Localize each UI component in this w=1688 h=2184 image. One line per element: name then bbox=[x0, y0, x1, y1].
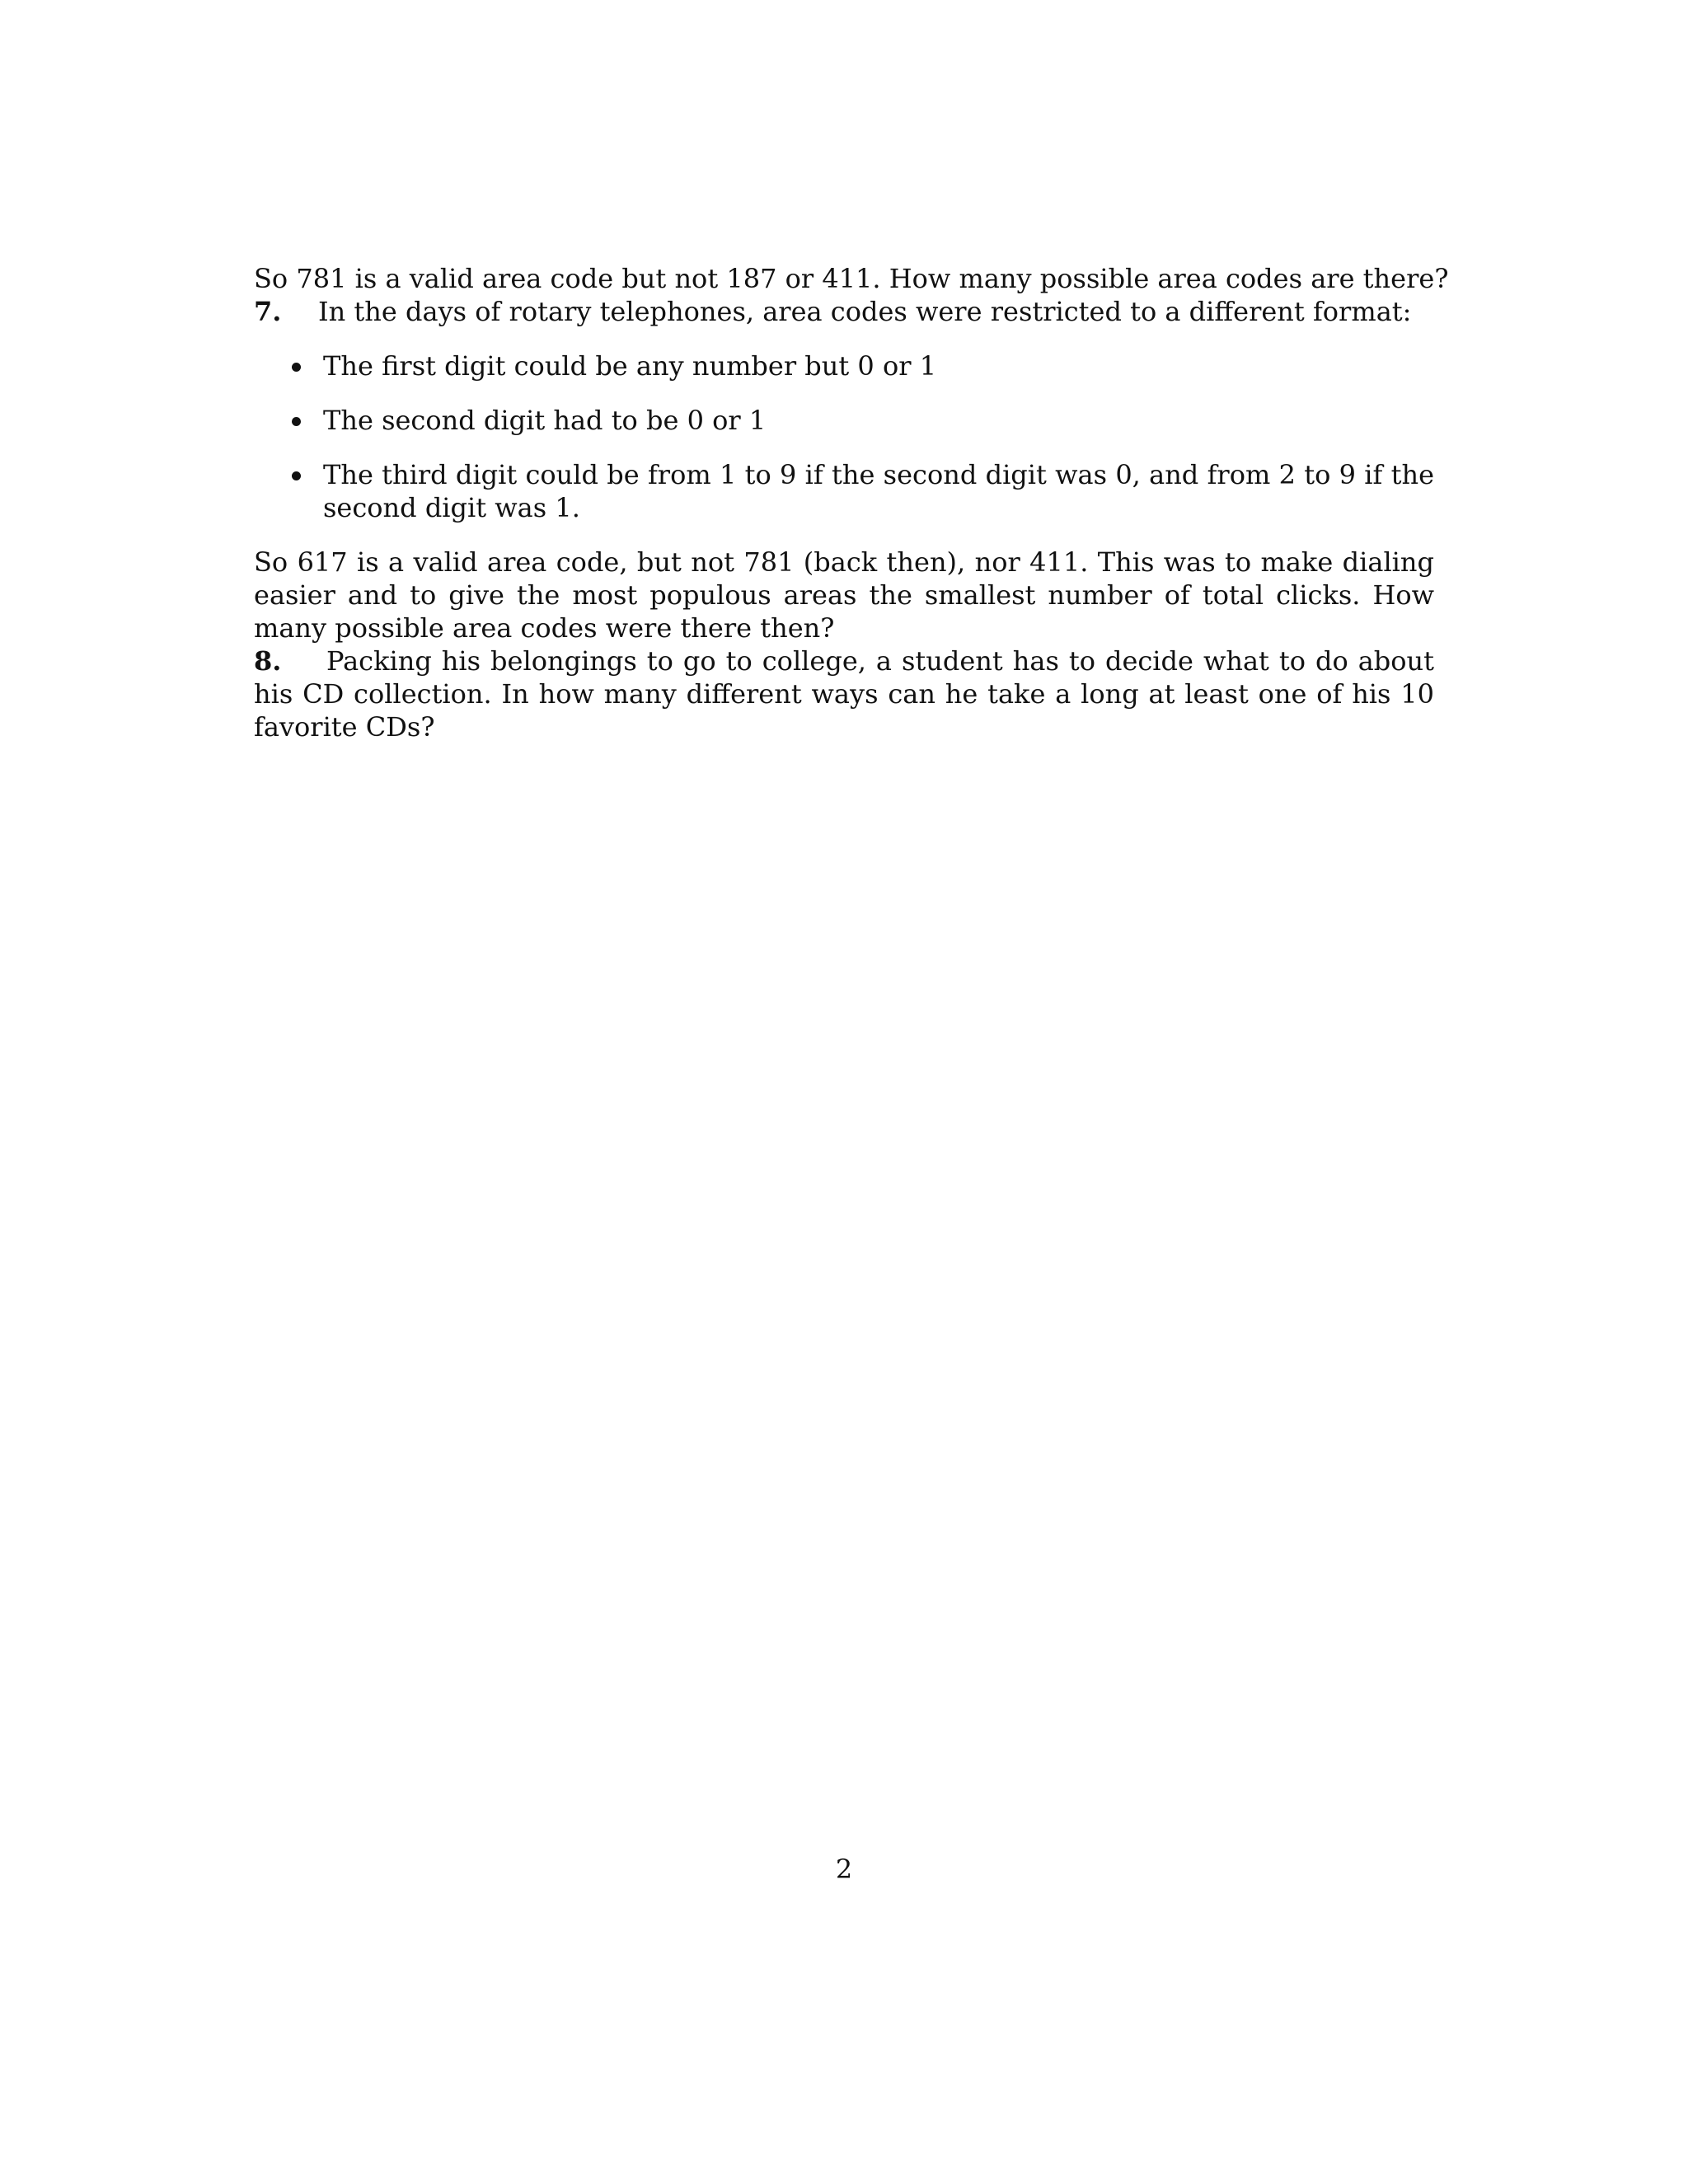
bullet-text: The second digit had to be 0 or 1 bbox=[323, 405, 767, 436]
intro-line: So 781 is a valid area code but not 187 or 411. How many possible area codes are there? bbox=[254, 263, 1449, 294]
page-content bbox=[254, 262, 1449, 743]
bullet-icon bbox=[292, 471, 301, 480]
problem-8-number: 8. bbox=[254, 645, 282, 677]
bullet-icon bbox=[292, 363, 301, 372]
list-item bbox=[254, 349, 1434, 382]
problem-7 bbox=[254, 295, 1434, 328]
problem-7-follow-up: So 617 is a valid area code, but not 781 (back then), nor 411. This was to make dialing easier and to give the most populous areas the smallest number of total clicks. How many possible area codes were there then? bbox=[254, 546, 1434, 644]
page-number: 2 bbox=[835, 1854, 853, 1885]
bullet-text: The third digit could be from 1 to 9 if the second digit was 0, and from 2 to 9 if the second digit was 1. bbox=[323, 459, 1434, 523]
problem-7-text: In the days of rotary telephones, area codes were restricted to a different format: bbox=[318, 296, 1412, 327]
list-item bbox=[254, 404, 1434, 437]
list-item bbox=[254, 458, 1434, 524]
problem-8-text: Packing his belongings to go to college, a student has to decide what to do about his CD collection. In how many different ways can he take a long at least one of his 10 favorite CDs? bbox=[254, 645, 1434, 743]
bullet-text: The first digit could be any number but 0 or 1 bbox=[323, 350, 937, 382]
bullet-icon bbox=[292, 417, 301, 426]
problem-8 bbox=[254, 644, 1434, 743]
problem-7-number: 7. bbox=[254, 296, 282, 327]
problem-7-bullet-list bbox=[254, 349, 1434, 524]
